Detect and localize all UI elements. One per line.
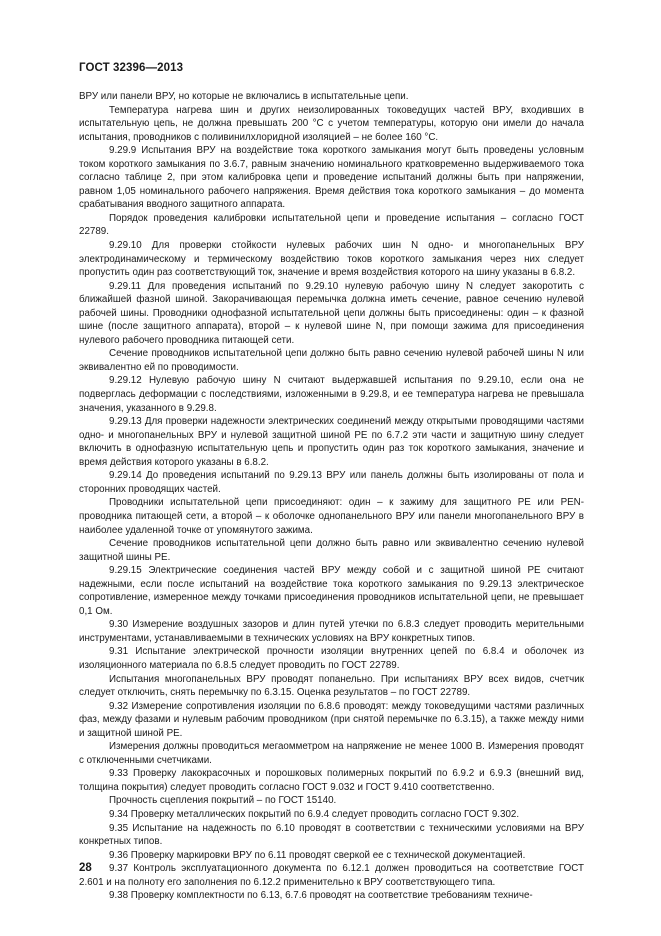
paragraph: 9.34 Проверку металлических покрытий по 6.9.4 следует проводить согласно ГОСТ 9.302. [109, 808, 520, 820]
paragraph: Измерения должны проводиться мегаомметром на напряжение не менее 1000 В. Измерения проводят с отключенными счетчиками. [79, 741, 584, 766]
paragraph: 9.29.9 Испытания ВРУ на воздействие тока короткого замыкания могут быть проведены условным током короткого замыкания по 3.6.7, равным значению номинального кратковременно выдерживаемого тока согласно таблице 2, при этом калибровка цепи и проведение испытаний должны быть при напряжении, равном 1,05 номинального рабочего напряжения. Время действия тока короткого замыкания – до момента срабатывания вводного защитного аппарата. [79, 145, 584, 211]
paragraph: 9.37 Контроль эксплуатационного документа по 6.12.1 должен проводиться на соответствие ГОСТ 2.601 и на полноту его заполнения по 6.12.2 применительно к ВРУ соответствующего типа. [79, 863, 584, 888]
page-number: 28 [79, 862, 92, 874]
paragraph: Температура нагрева шин и других неизолированных токоведущих частей ВРУ, входивших в испытательную цепь, не должна превышать 200 °С с учетом температуры, которую они имели до начала испытания, проводников с поливинилхлоридной изоляцией – не более 160 °С. [79, 104, 584, 143]
paragraph: 9.35 Испытание на надежность по 6.10 проводят в соответствии с техническими условиями на ВРУ конкретных типов. [79, 822, 584, 848]
paragraph: 9.32 Измерение сопротивления изоляции по 6.8.6 проводят: между токоведущими частями различных фаз, между фазами и нулевым рабочим проводником (при снятой перемычке по 6.3.15), а также между ними и защитной шиной PE. [79, 700, 584, 739]
paragraph: Сечение проводников испытательной цепи должно быть равно сечению нулевой рабочей шины N или эквивалентно ей по проводимости. [79, 348, 584, 373]
document-header: ГОСТ 32396—2013 [79, 62, 184, 74]
paragraph: 9.29.11 Для проведения испытаний по 9.29.10 нулевую рабочую шину N следует закоротить с ближайшей фазной шиной. Закорачивающая перемычка должна иметь сечение, равное сечению нулевой рабочей шины. Проводники однофазной испытательной цепи должны быть присоединены: один – к фазной шине (после защитного аппарата), второй – к нулевой шине N, при помощи зажима для присоединения нулевого рабочего проводника питающей сети. [79, 280, 584, 346]
paragraph: 9.29.10 Для проверки стойкости нулевых рабочих шин N одно- и многопанельных ВРУ электродинамическому и термическому воздействию токов короткого замыкания через них следует пропустить один раз соответствующий ток, значение и время воздействия которого на шину указаны в 6.8.2. [79, 240, 584, 279]
paragraph: 9.29.15 Электрические соединения частей ВРУ между собой и с защитной шиной PE считают надежными, если после испытаний на воздействие тока короткого замыкания по 9.29.13 электрическое сопротивление, измеренное между точками присоединения проводников испытательной цепи, не превышает 0,1 Ом. [79, 565, 584, 617]
paragraph: Испытания многопанельных ВРУ проводят попанельно. При испытаниях ВРУ всех видов, счетчик следует отключить, снять перемычку по 6.3.15. Оценка результатов – по ГОСТ 22789. [79, 673, 584, 699]
document-body [79, 90, 584, 903]
paragraph: 9.38 Проверку комплектности по 6.13, 6.7.6 проводят на соответствие требованиям техниче- [109, 890, 533, 902]
paragraph: 9.30 Измерение воздушных зазоров и длин путей утечки по 6.8.3 следует проводить мерительными инструментами, устанавливаемыми в технических условиях на ВРУ конкретных типов. [79, 619, 584, 644]
paragraph: 9.29.14 До проведения испытаний по 9.29.13 ВРУ или панель должны быть изолированы от пола и сторонних проводящих частей. [79, 470, 584, 495]
paragraph: Сечение проводников испытательной цепи должно быть равно или эквивалентно сечению нулевой защитной шины PE. [79, 538, 584, 563]
paragraph: Проводники испытательной цепи присоединяют: один – к зажиму для защитного PE или PEN-проводника питающей сети, а второй – к оболочке однопанельного ВРУ или панели многопанельного ВРУ в наиболее удаленной точке от упомянутого зажима. [79, 497, 584, 536]
paragraph: ВРУ или панели ВРУ, но которые не включались в испытательные цепи. [79, 91, 409, 102]
paragraph: Прочность сцепления покрытий – по ГОСТ 15140. [109, 795, 337, 807]
paragraph: 9.36 Проверку маркировки ВРУ по 6.11 проводят сверкой ее с технической документацией. [109, 849, 526, 861]
paragraph: 9.31 Испытание электрической прочности изоляции внутренних цепей по 6.8.4 и оболочек из изоляционного материала по 6.8.5 следует проводить по ГОСТ 22789. [79, 646, 584, 671]
paragraph: Порядок проведения калибровки испытательной цепи и проведение испытания – согласно ГОСТ 22789. [79, 212, 584, 238]
paragraph: 9.33 Проверку лакокрасочных и порошковых полимерных покрытий по 6.9.2 и 6.9.3 (внешний вид, толщина покрытия) следует проводить согласно ГОСТ 9.032 и ГОСТ 9.410 соответственно. [79, 768, 584, 793]
paragraph: 9.29.13 Для проверки надежности электрических соединений между открытыми проводящими частями одно- и многопанельных ВРУ и нулевой защитной шиной PE по 6.7.2 эти части и защитную шину следует включить в однофазную испытательную цепь и пропустить один раз ток короткого замыкания, значение и время действия которого указаны в 6.8.2. [79, 416, 584, 468]
paragraph: 9.29.12 Нулевую рабочую шину N считают выдержавшей испытания по 9.29.10, если она не подверглась деформации с последствиями, изложенными в 9.29.8, и ее температура нагрева не превышала значения, указанного в 9.29.8. [79, 375, 584, 414]
